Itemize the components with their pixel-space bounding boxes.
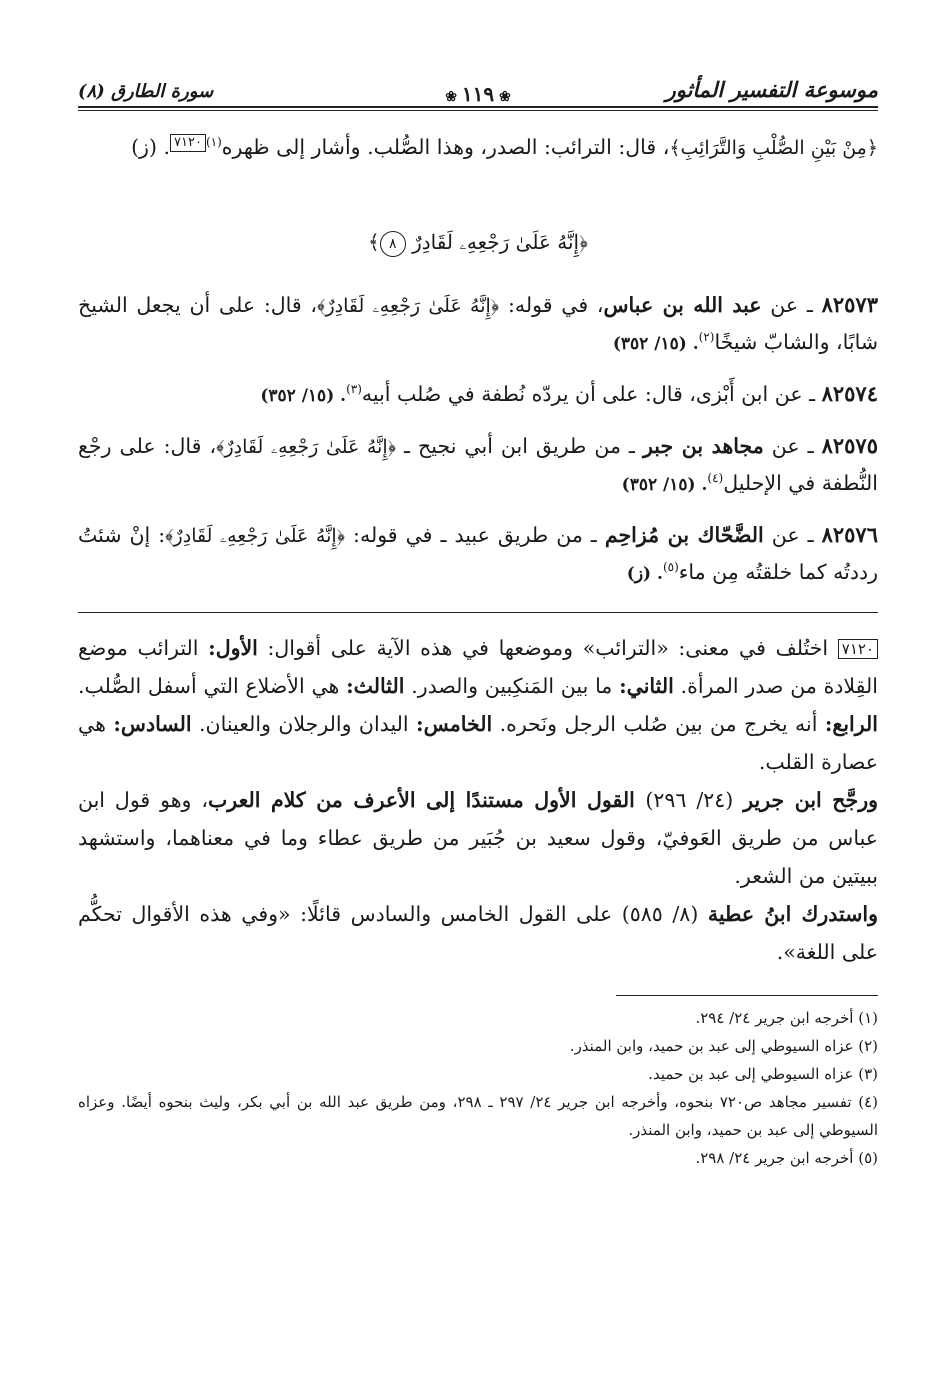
note-paragraph: واستدرك ابنُ عطية (٨/ ٥٨٥) على القول الخامس والسادس قائلًا: «وفي هذه الأقوال تحكُّم على اللغة». [78,901,878,964]
quran-quote: ﴿إِنَّهُ عَلَىٰ رَجْعِهِۦ لَقَادِرٌ﴾ [216,435,397,458]
footnote-ref: (٢) [698,329,715,344]
narration: ٨٢٥٧٤ ـ عن ابن أَبْزى، قال: على أن يردّه نُطفة في صُلب أبيه$^{(٣)}$. (١٥/ ٣٥٢) [260,380,878,406]
footnote: (٥) أخرجه ابن جرير ٢٤/ ٢٩٨. [695,1148,878,1167]
footnote-ref: (١) [205,135,222,150]
narration: ٨٢٥٧٥ ـ عن مجاهد بن جبر ـ من طريق ابن أبي نجيح ـ ﴿إِنَّهُ عَلَىٰ رَجْعِهِۦ لَقَادِرٌ﴾، قال: على رجْع النُّطفة في الإحليل$^{(٤)}$. (١٥/ ٣٥٢) [78,432,878,495]
narration-number: ٨٢٥٧٣ [821,291,878,317]
section-divider [78,612,878,613]
ornament-icon: ❀ [445,89,462,105]
footnote-ref: (٤) [707,470,724,485]
footnote: (٣) عزاه السيوطي إلى عبد بن حميد. [648,1064,878,1083]
ornament-icon: ❀ [494,89,511,105]
narrator-name: مجاهد بن جبر [642,433,764,458]
boxed-note-number: ٧١٢٠ [838,639,878,659]
footnote-divider [616,995,878,996]
footnote-ref: (٣) [346,381,362,396]
footnotes [78,1004,878,1172]
narration-number: ٨٢٥٧٥ [821,432,878,458]
volume-ref: . (ز) [626,563,663,584]
footnote: (١) أخرجه ابن جرير ٢٤/ ٢٩٤. [695,1008,878,1027]
narration: ٨٢٥٧٦ ـ عن الضَّحّاك بن مُزاحِم ـ من طريق عبيد ـ في قوله: ﴿إِنَّهُ عَلَىٰ رَجْعِهِۦ لَقَادِرٌ﴾: إنْ شئتُ رددتُه كما خلقتُه مِن ماء$^{(٥)}$. (ز) [78,521,878,584]
narrator-name: عبد الله بن عباس [603,292,762,317]
note-paragraph: ورجَّح ابن جرير (٢٤/ ٢٩٦) القول الأول مستندًا إلى الأعرف من كلام العرب، وهو قول ابن عباس من طريق العَوفيّ، وقول سعيد بن جُبَير من طريق عطاء وما في معناهما، واستشهد ببيتين من الشعر. [78,787,878,888]
boxed-note-ref: ٧١٢٠ [170,134,206,152]
narration: ٨٢٥٧٣ ـ عن عبد الله بن عباس، في قوله: ﴿إِنَّهُ عَلَىٰ رَجْعِهِۦ لَقَادِرٌ﴾، قال: على أن يجعل الشيخ شابًا، والشابّ شيخًا$^{(٢)}$. (١٥/ ٣٥٢) [78,291,878,354]
note-paragraph: ٧١٢٠ اختُلف في معنى: «الترائب» وموضعها في هذه الآية على أقوال: الأول: الترائب موضع القِلادة من صدر المرأة. الثاني: ما بين المَنكِبين والصدر. الثالث: هي الأضلاع التي أسفل الصُّلب. الرابع: أنه يخرج من بين صُلب الرجل ونَحره. الخامس: اليدان والرجلان والعينان. السادس: هي عصارة القلب. [78,635,878,774]
intro-paragraph: ﴿مِنْ بَيْنِ الصُّلْبِ وَالتَّرَائِبِ﴾، قال: الترائب: الصدر، وهذا الصُّلب. وأشار إلى ظهره$^{(١)}$٧١٢٠. (ز) [131,135,878,159]
aya-number-icon: ٨ [380,231,406,257]
volume-ref: . (١٥/ ٣٥٢) [621,474,708,495]
aya-heading: ﴿إِنَّهُ عَلَىٰ رَجْعِهِۦ لَقَادِرٌ ٨﴾ [78,230,878,257]
narration-number: ٨٢٥٧٤ [821,380,878,406]
footnote: (٢) عزاه السيوطي إلى عبد بن حميد، وابن المنذر. [569,1036,878,1055]
quran-quote: ﴿إِنَّهُ عَلَىٰ رَجْعِهِۦ لَقَادِرٌ﴾ [165,524,346,547]
volume-ref: . (١٥/ ٣٥٢) [260,385,347,406]
page-number: ❀ ١١٩ ❀ [437,82,518,106]
book-title: موسوعة التفسير المأثور [665,77,878,102]
volume-ref: . (١٥/ ٣٥٢) [612,333,699,354]
surah-title: سورة الطارق (٨) [78,81,214,102]
footnote: (٤) تفسير مجاهد ص٧٢٠ بنحوه، وأخرجه ابن جرير ٢٤/ ٢٩٧ ـ ٢٩٨، ومن طريق عبد الله بن أبي بكر، وليث بنحوه أيضًا. وعزاه السيوطي إلى عبد بن حميد، وابن المنذر. [78,1092,878,1139]
quran-quote: ﴿مِنْ بَيْنِ الصُّلْبِ وَالتَّرَائِبِ﴾ [669,137,878,159]
scholarly-note [78,629,878,971]
footnote-ref: (٥) [662,559,679,574]
page [78,62,878,1172]
quran-quote: ﴿إِنَّهُ عَلَىٰ رَجْعِهِۦ لَقَادِرٌ﴾ [317,294,500,317]
narrator-name: الضَّحّاك بن مُزاحِم [604,522,764,547]
narration-number: ٨٢٥٧٦ [821,521,878,547]
